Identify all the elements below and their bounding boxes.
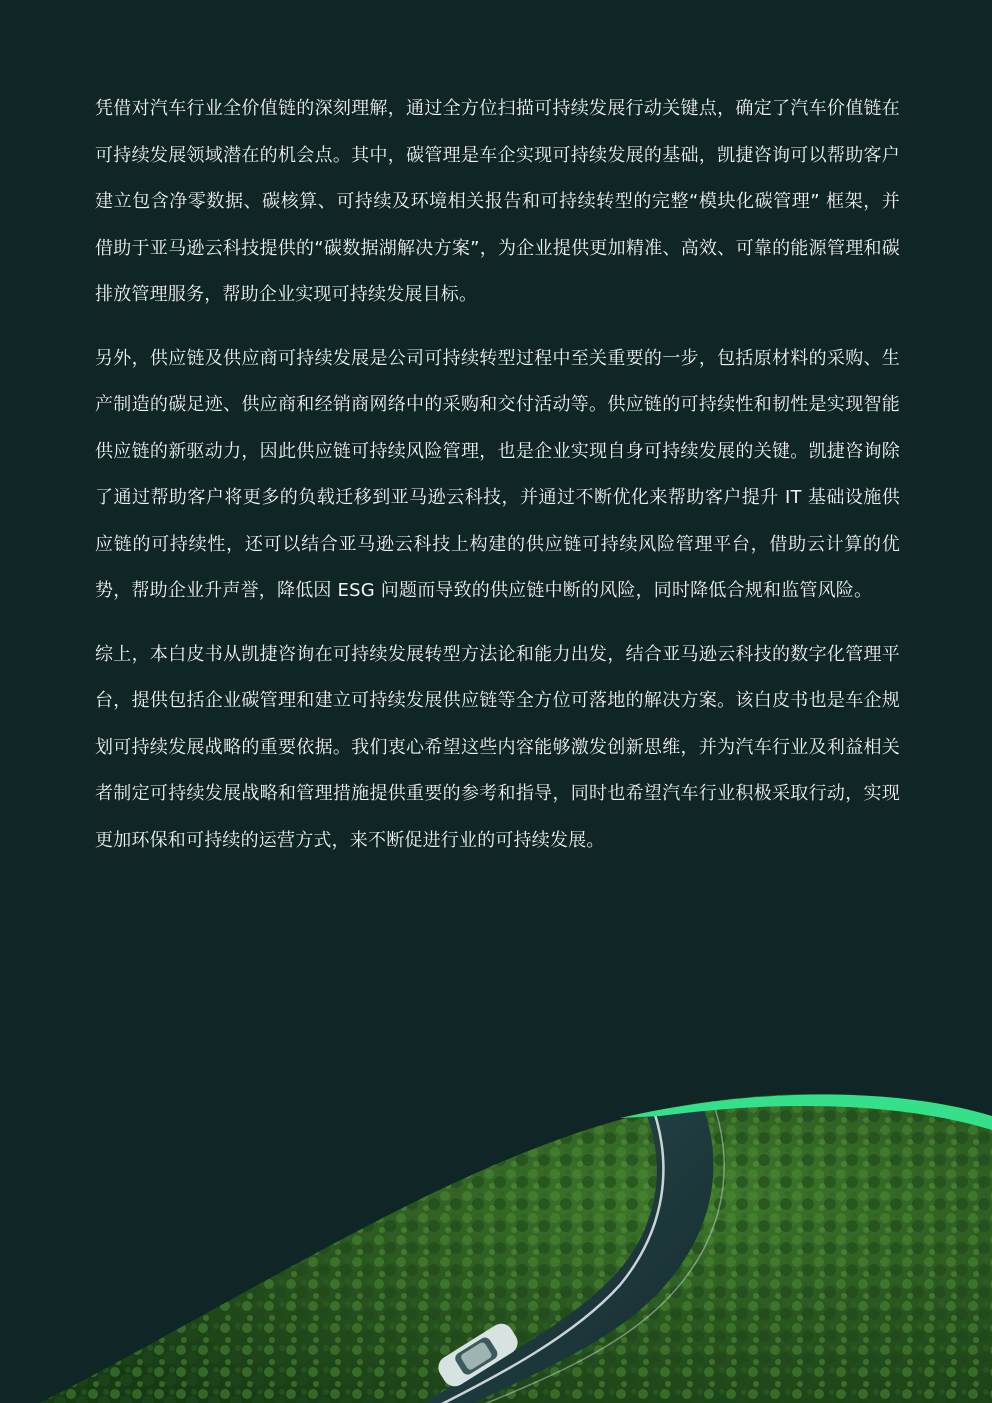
forest-area [0,1080,992,1403]
paragraph-supply-chain: 另外，供应链及供应商可持续发展是公司可持续转型过程中至关重要的一步，包括原材料的采购、生产制造的碳足迹、供应商和经销商网络中的采购和交付活动等。供应链的可持续性和韧性是实现智能供应链的新驱动力，因此供应链可持续风险管理，也是企业实现自身可持续发展的关键。凯捷咨询除了通过帮助客户将更多的负载迁移到亚马逊云科技，并通过不断优化来帮助客户提升 IT 基础设施供应链的可持续性，还可以结合亚马逊云科技上构建的供应链可持续风险管理平台，借助云计算的优势，帮助企业升声誉，降低因 ESG 问题而导致的供应链中断的风险，同时降低合规和监管风险。 [95,347,900,601]
paragraph-conclusion: 综上，本白皮书从凯捷咨询在可持续发展转型方法论和能力出发，结合亚马逊云科技的数字化管理平台，提供包括企业碳管理和建立可持续发展供应链等全方位可落地的解决方案。该白皮书也是车企规划可持续发展战略的重要依据。我们衷心希望这些内容能够激发创新思维，并为汽车行业及利益相关者制定可持续发展战略和管理措施提供重要的参考和指导，同时也希望汽车行业积极采取行动，实现更加环保和可持续的运营方式，来不断促进行业的可持续发展。 [95,643,900,851]
body-text [95,86,900,881]
forest-road-illustration [0,1080,992,1403]
paragraph-intro: 凭借对汽车行业全价值链的深刻理解，通过全方位扫描可持续发展行动关键点，确定了汽车价值链在可持续发展领域潜在的机会点。其中，碳管理是车企实现可持续发展的基础，凯捷咨询可以帮助客户建立包含净零数据、碳核算、可持续及环境相关报告和可持续转型的完整“模块化碳管理” 框架，并借助于亚马逊云科技提供的“碳数据湖解决方案”，为企业提供更加精准、高效、可靠的能源管理和碳排放管理服务，帮助企业实现可持续发展目标。 [95,98,900,305]
